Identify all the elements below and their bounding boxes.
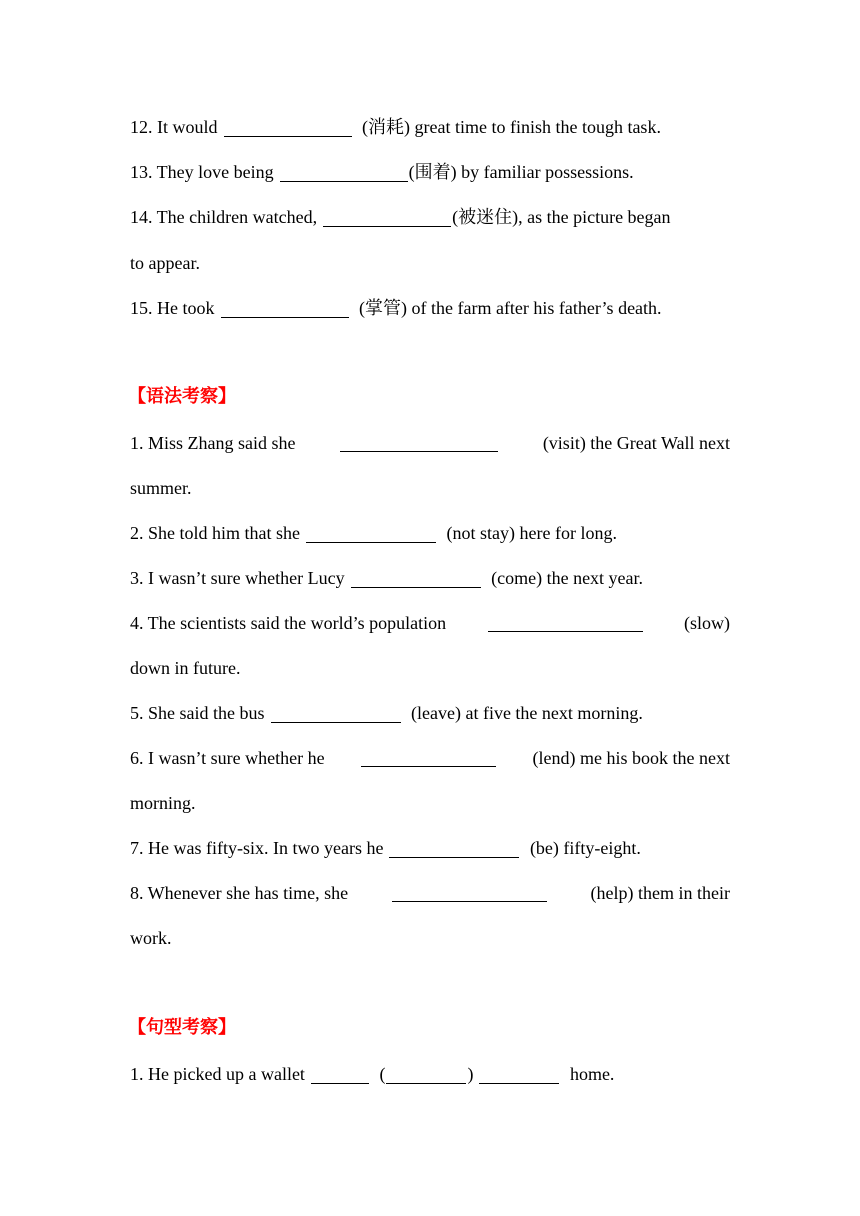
grammar-item-5: 5. She said the bus (leave) at five the next morning. bbox=[130, 703, 643, 723]
vocab-item-13: 13. They love being (围着) by familiar possessions. bbox=[130, 162, 634, 182]
grammar-item-3: 3. I wasn’t sure whether Lucy (come) the next year. bbox=[130, 568, 644, 588]
vocab-item-12: 12. It would (消耗) great time to finish the tough task. bbox=[130, 117, 661, 137]
sentence-item-1: 1. He picked up a wallet ( ) home. bbox=[130, 1064, 615, 1084]
grammar-item-8-cont: work. bbox=[130, 928, 172, 948]
answer-blank[interactable] bbox=[280, 161, 408, 182]
grammar-item-4-cont: down in future. bbox=[130, 658, 241, 678]
answer-blank[interactable] bbox=[306, 522, 436, 543]
answer-blank[interactable] bbox=[389, 837, 519, 858]
answer-blank[interactable] bbox=[271, 702, 401, 723]
grammar-item-4: 4. The scientists said the world’s population (slow) bbox=[130, 613, 730, 633]
answer-blank[interactable] bbox=[323, 206, 451, 227]
answer-blank[interactable] bbox=[386, 1063, 466, 1084]
sentence-section-heading: 【句型考察】 bbox=[128, 1017, 236, 1038]
answer-blank[interactable] bbox=[351, 567, 481, 588]
vocab-item-15: 15. He took (掌管) of the farm after his father’s death. bbox=[130, 298, 662, 318]
answer-blank[interactable] bbox=[340, 431, 498, 452]
vocab-item-14: 14. The children watched, (被迷住), as the picture began bbox=[130, 207, 671, 227]
grammar-item-6-cont: morning. bbox=[130, 793, 196, 813]
vocab-item-14-cont: to appear. bbox=[130, 253, 200, 273]
grammar-item-1-cont: summer. bbox=[130, 478, 192, 498]
answer-blank[interactable] bbox=[221, 297, 349, 318]
answer-blank[interactable] bbox=[488, 611, 643, 632]
answer-blank[interactable] bbox=[392, 881, 547, 902]
answer-blank[interactable] bbox=[479, 1063, 559, 1084]
grammar-item-2: 2. She told him that she (not stay) here for long. bbox=[130, 523, 617, 543]
answer-blank[interactable] bbox=[361, 746, 496, 767]
grammar-item-6: 6. I wasn’t sure whether he (lend) me his book the next bbox=[130, 748, 730, 768]
grammar-item-8: 8. Whenever she has time, she (help) them in their bbox=[130, 883, 730, 903]
answer-blank[interactable] bbox=[224, 116, 352, 137]
grammar-item-7: 7. He was fifty-six. In two years he (be) fifty-eight. bbox=[130, 838, 641, 858]
grammar-section-heading: 【语法考察】 bbox=[128, 386, 236, 407]
grammar-item-1: 1. Miss Zhang said she (visit) the Great Wall next bbox=[130, 433, 730, 453]
answer-blank[interactable] bbox=[311, 1063, 369, 1084]
